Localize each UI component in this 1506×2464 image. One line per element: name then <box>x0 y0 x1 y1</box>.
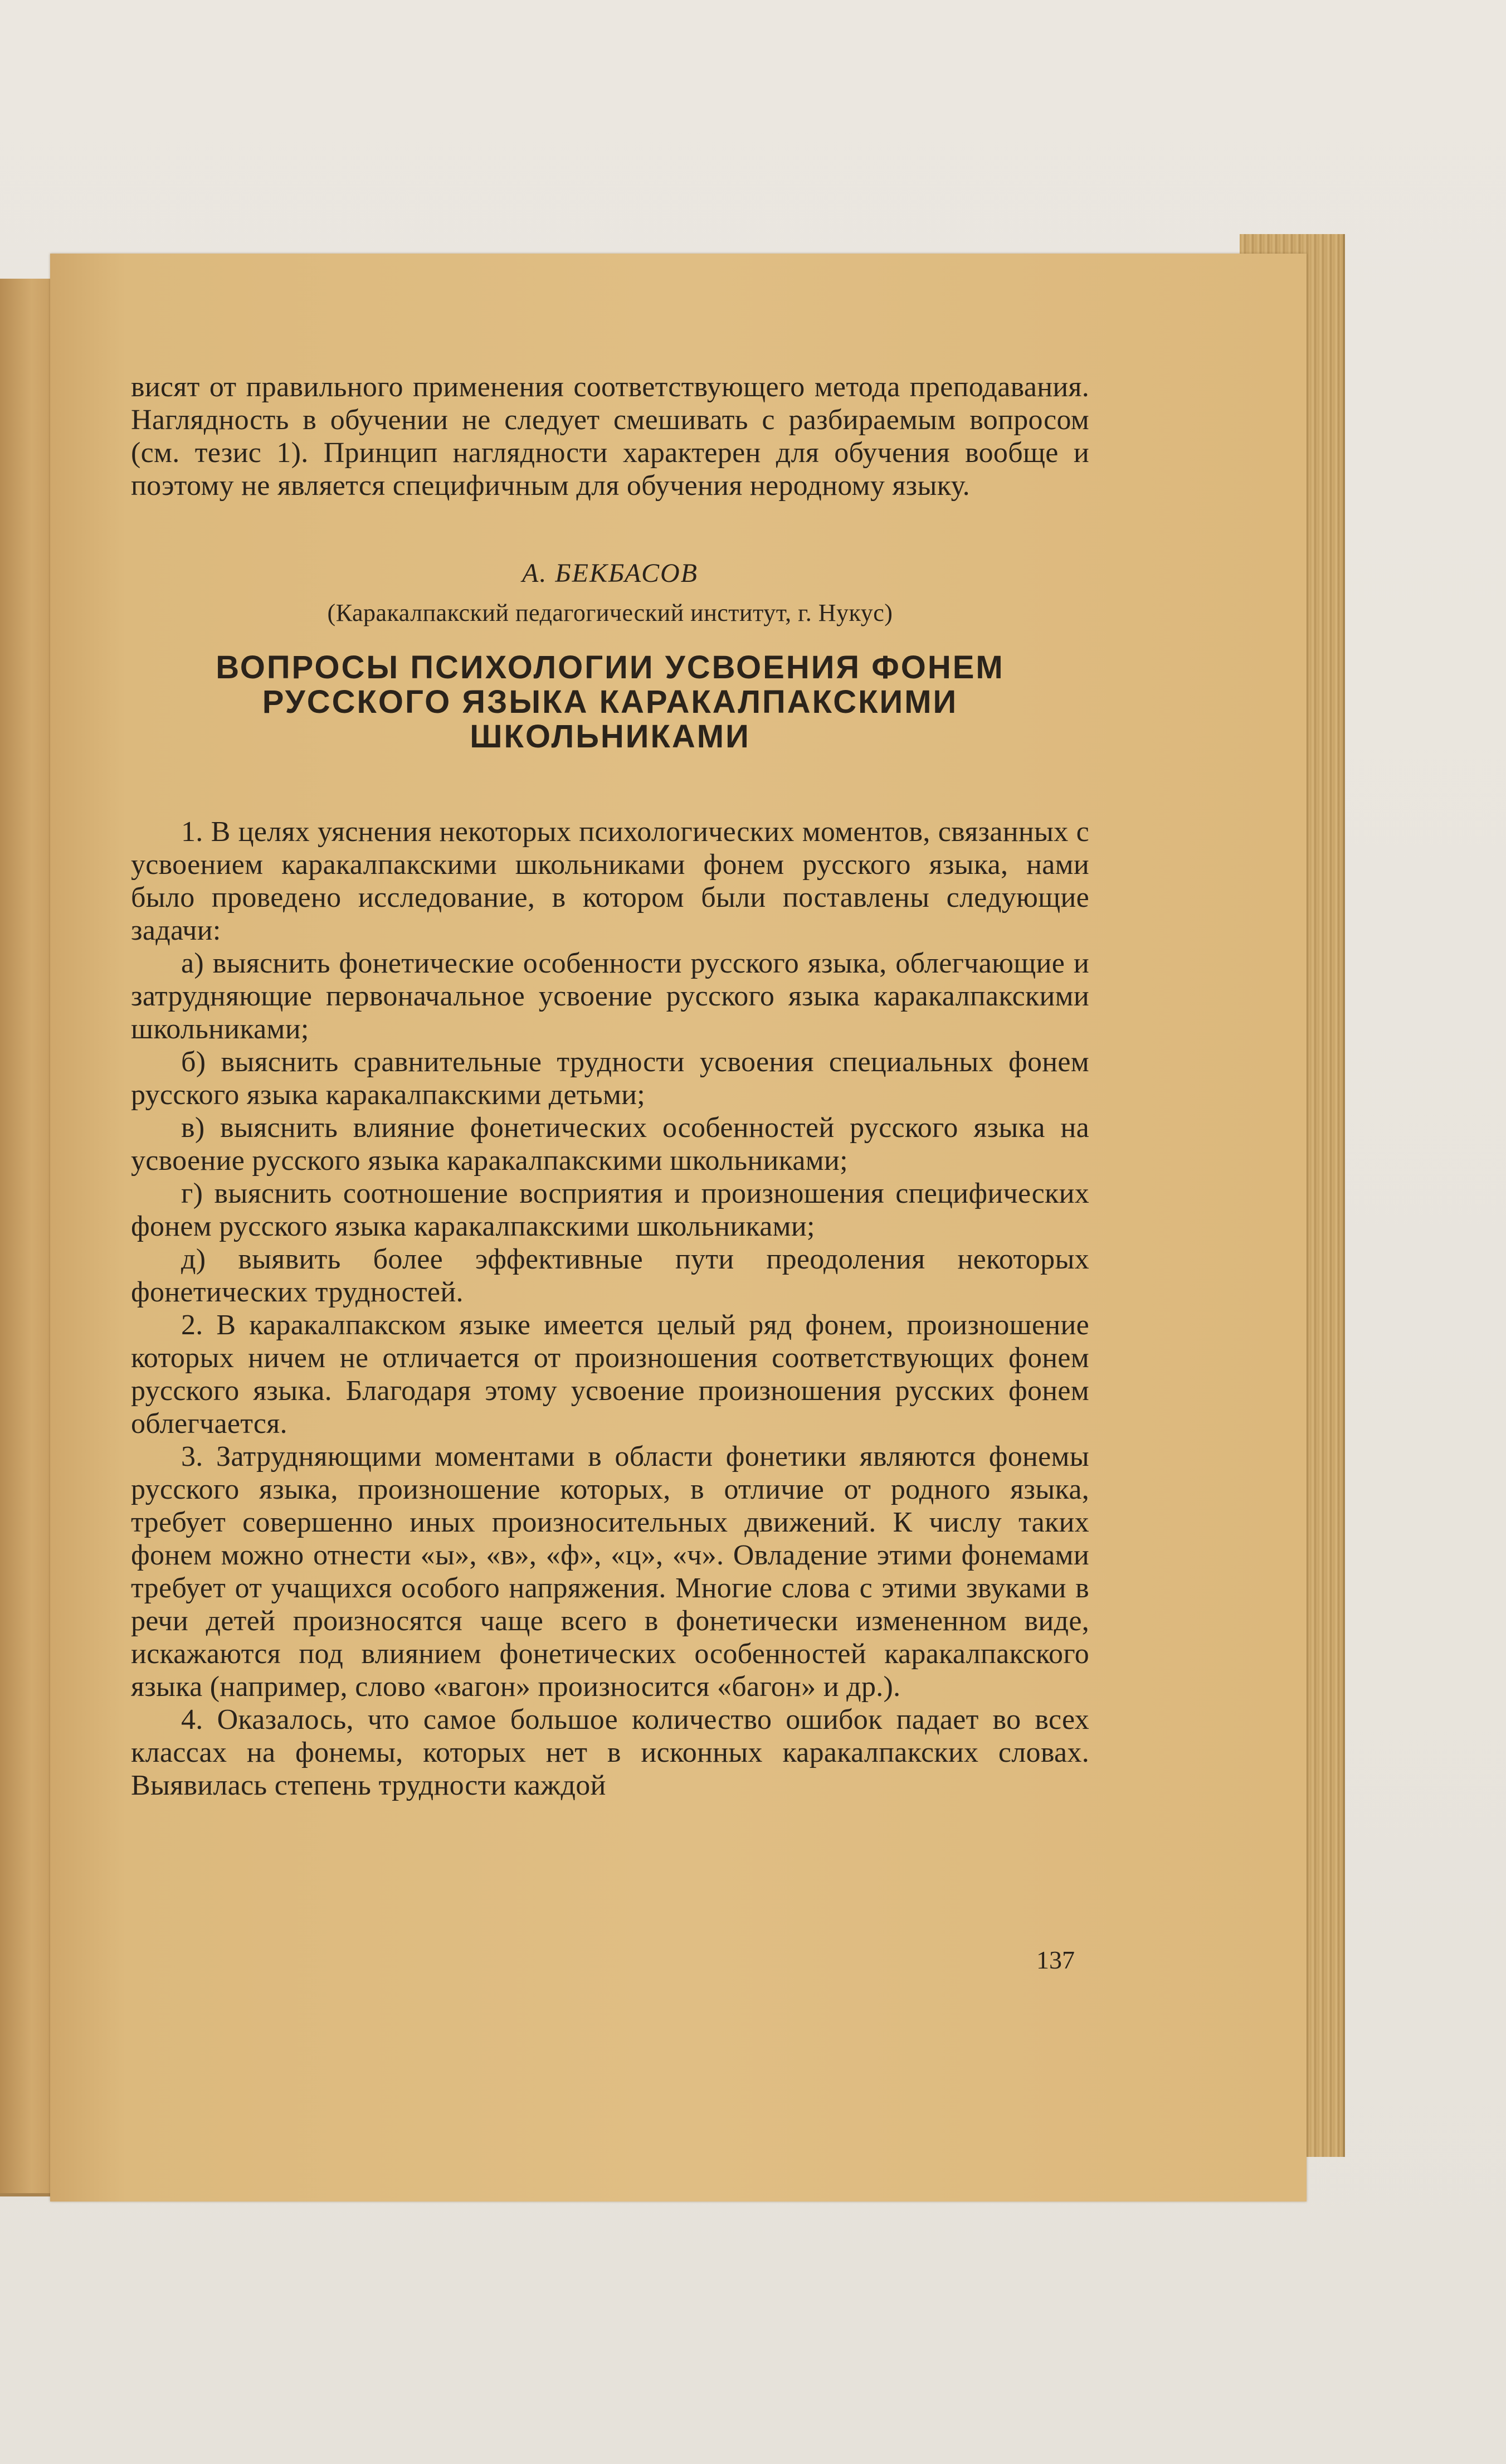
task-g: г) выяснить соотношение восприятия и произношения специфических фонем русского языка каракалпакскими школьниками; <box>131 1178 1089 1242</box>
page-number: 137 <box>1036 1946 1075 1974</box>
article-title: ВОПРОСЫ ПСИХОЛОГИИ УСВОЕНИЯ ФОНЕМ РУССКОГО ЯЗЫКА КАРАКАЛПАКСКИМИ ШКОЛЬНИКАМИ <box>216 649 1005 755</box>
paragraph-1: 1. В целях уяснения некоторых психологических моментов, связанных с усвоением каракалпакскими школьниками фонем русского языка, нами было проведено исследование, в котором были поставлены следующие задачи: <box>131 816 1089 946</box>
task-d: д) выявить более эффективные пути преодоления некоторых фонетических трудностей. <box>131 1243 1089 1308</box>
paragraph-4: 4. Оказалось, что самое большое количество ошибок падает во всех классах на фонемы, которых нет в исконных каракалпакских словах. Выявилась степень трудности каждой <box>131 1704 1089 1801</box>
intro-paragraph: висят от правильного применения соответствующего метода преподавания. Наглядность в обучении не следует смешивать с разбираемым вопросом (см. тезис 1). Принцип наглядности характерен для обучения вообще и поэтому не является специфичным для обучения неродному языку. <box>131 371 1089 502</box>
task-a: а) выяснить фонетические особенности русского языка, облегчающие и затрудняющие первоначальное усвоение русского языка каракалпакскими школьниками; <box>131 947 1089 1045</box>
author: А. БЕКБАСОВ <box>522 558 698 588</box>
left-page-edge <box>0 279 53 2196</box>
task-b: б) выяснить сравнительные трудности усвоения специальных фонем русского языка каракалпакскими детьми; <box>131 1046 1089 1111</box>
affiliation: (Каракалпакский педагогический институт, г. Нукус) <box>327 599 893 626</box>
paragraph-3: 3. Затрудняющими моментами в области фонетики являются фонемы русского языка, произношение которых, в отличие от родного языка, требует совершенно иных произносительных движений. К числу таких фонем можно отнести «ы», «в», «ф», «ц», «ч». Овладение этими фонемами требует от учащихся особого напряжения. Многие слова с этими звуками в речи детей произносятся чаще всего в фонетически измененном виде, искажаются под влиянием фонетических особенностей каракалпакского языка (например, слово «вагон» произносится «багон» и др.). <box>131 1441 1089 1703</box>
task-v: в) выяснить влияние фонетических особенностей русского языка на усвоение русского языка каракалпакскими школьниками; <box>131 1112 1089 1177</box>
paragraph-2: 2. В каракалпакском языке имеется целый ряд фонем, произношение которых ничем не отличается от произношения соответствующих фонем русского языка. Благодаря этому усвоение произношения русских фонем облегчается. <box>131 1309 1089 1440</box>
page-text <box>131 371 1089 1802</box>
